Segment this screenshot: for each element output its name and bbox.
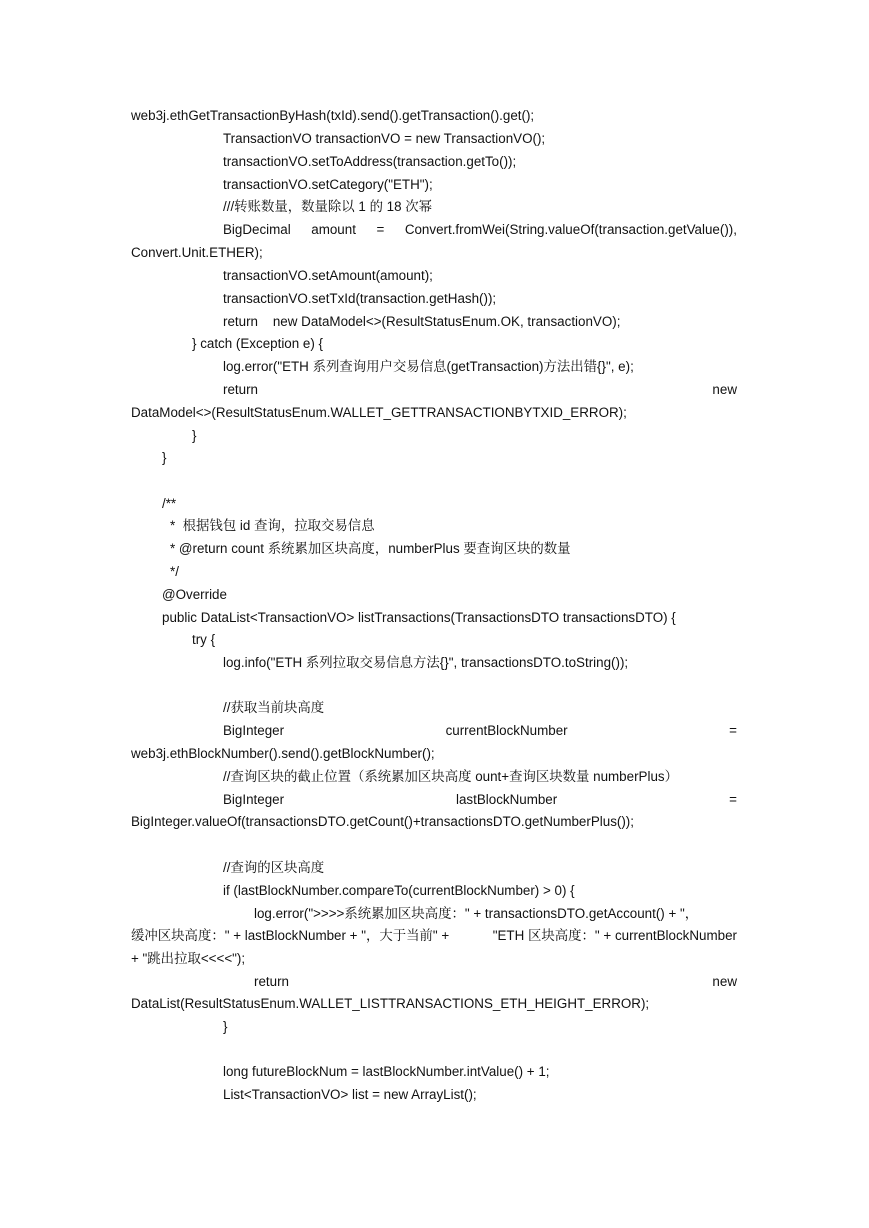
code-token: new [712, 974, 737, 989]
code-line: if (lastBlockNumber.compareTo(currentBlockNumber) > 0) { [223, 883, 575, 898]
code-line: TransactionVO transactionVO = new TransactionVO(); [223, 131, 546, 146]
code-line: long futureBlockNum = lastBlockNumber.intValue() + 1; [223, 1064, 550, 1079]
code-token: amount [311, 222, 356, 237]
code-token: BigDecimal [223, 222, 291, 237]
code-line: transactionVO.setAmount(amount); [223, 268, 433, 283]
code-line: web3j.ethGetTransactionByHash(txId).send().getTransaction().get(); [131, 108, 535, 123]
code-line: return new DataModel<>(ResultStatusEnum.OK, transactionVO); [223, 314, 621, 329]
code-line: DataList(ResultStatusEnum.WALLET_LISTTRANSACTIONS_ETH_HEIGHT_ERROR); [131, 996, 650, 1011]
code-token: = [729, 723, 737, 738]
code-line: transactionVO.setToAddress(transaction.getTo()); [223, 154, 517, 169]
code-comment: * @return count 系统累加区块高度，numberPlus 要查询区块的数量 [170, 541, 571, 556]
code-line: } catch (Exception e) { [192, 336, 324, 351]
code-comment: //查询区块的截止位置（系统累加区块高度 ount+查询区块数量 numberPlus） [223, 769, 678, 784]
code-line-justified [223, 382, 737, 398]
code-comment: //获取当前块高度 [223, 700, 325, 715]
code-comment: ///转账数量，数量除以 1 的 18 次幂 [223, 199, 433, 214]
code-token: BigInteger [223, 723, 285, 738]
code-line: log.error(">>>>系统累加区块高度：" + transactionsDTO.getAccount() + "， [254, 906, 699, 921]
code-token: Convert.fromWei(String.valueOf(transaction.getValue()), [404, 222, 737, 237]
code-token: lastBlockNumber [456, 792, 558, 807]
code-token: = [376, 222, 385, 237]
code-line: } [192, 428, 197, 443]
code-line: } [162, 450, 167, 465]
code-line: log.error("ETH 系列查询用户交易信息(getTransaction)方法出错{}", e); [223, 359, 634, 374]
code-line: List<TransactionVO> list = new ArrayList(); [223, 1087, 477, 1102]
code-token: "ETH 区块高度：" + currentBlockNumber [492, 928, 737, 943]
code-line: public DataList<TransactionVO> listTransactions(TransactionsDTO transactionsDTO) { [162, 610, 676, 625]
code-token: new [712, 382, 737, 397]
code-line: DataModel<>(ResultStatusEnum.WALLET_GETTRANSACTIONBYTXID_ERROR); [131, 405, 627, 420]
code-line-justified [131, 928, 737, 944]
code-token: currentBlockNumber [445, 723, 568, 738]
code-token: BigInteger [223, 792, 285, 807]
code-token: return [223, 382, 258, 397]
code-line: Convert.Unit.ETHER); [131, 245, 263, 260]
code-comment: */ [170, 564, 179, 579]
code-line: } [223, 1019, 228, 1034]
code-line: web3j.ethBlockNumber().send().getBlockNumber(); [131, 746, 435, 761]
code-comment: * 根据钱包 id 查询，拉取交易信息 [170, 518, 375, 533]
code-token: return [254, 974, 289, 989]
code-comment: /** [162, 496, 177, 511]
code-token: 缓冲区块高度：" + lastBlockNumber + "，大于当前" + [131, 928, 450, 943]
code-line-justified [254, 974, 737, 990]
code-line-justified [223, 723, 737, 739]
code-token: = [729, 792, 737, 807]
code-line: try { [192, 632, 216, 647]
code-line-justified [223, 792, 737, 808]
code-line: + "跳出拉取<<<<"); [131, 951, 246, 966]
code-line: BigInteger.valueOf(transactionsDTO.getCount()+transactionsDTO.getNumberPlus()); [131, 814, 634, 829]
code-line: log.info("ETH 系列拉取交易信息方法{}", transactionsDTO.toString()); [223, 655, 629, 670]
code-line: @Override [162, 587, 227, 602]
code-line: transactionVO.setTxId(transaction.getHash()); [223, 291, 497, 306]
code-line-justified [223, 222, 737, 238]
code-comment: //查询的区块高度 [223, 860, 325, 875]
code-line: transactionVO.setCategory("ETH"); [223, 177, 433, 192]
